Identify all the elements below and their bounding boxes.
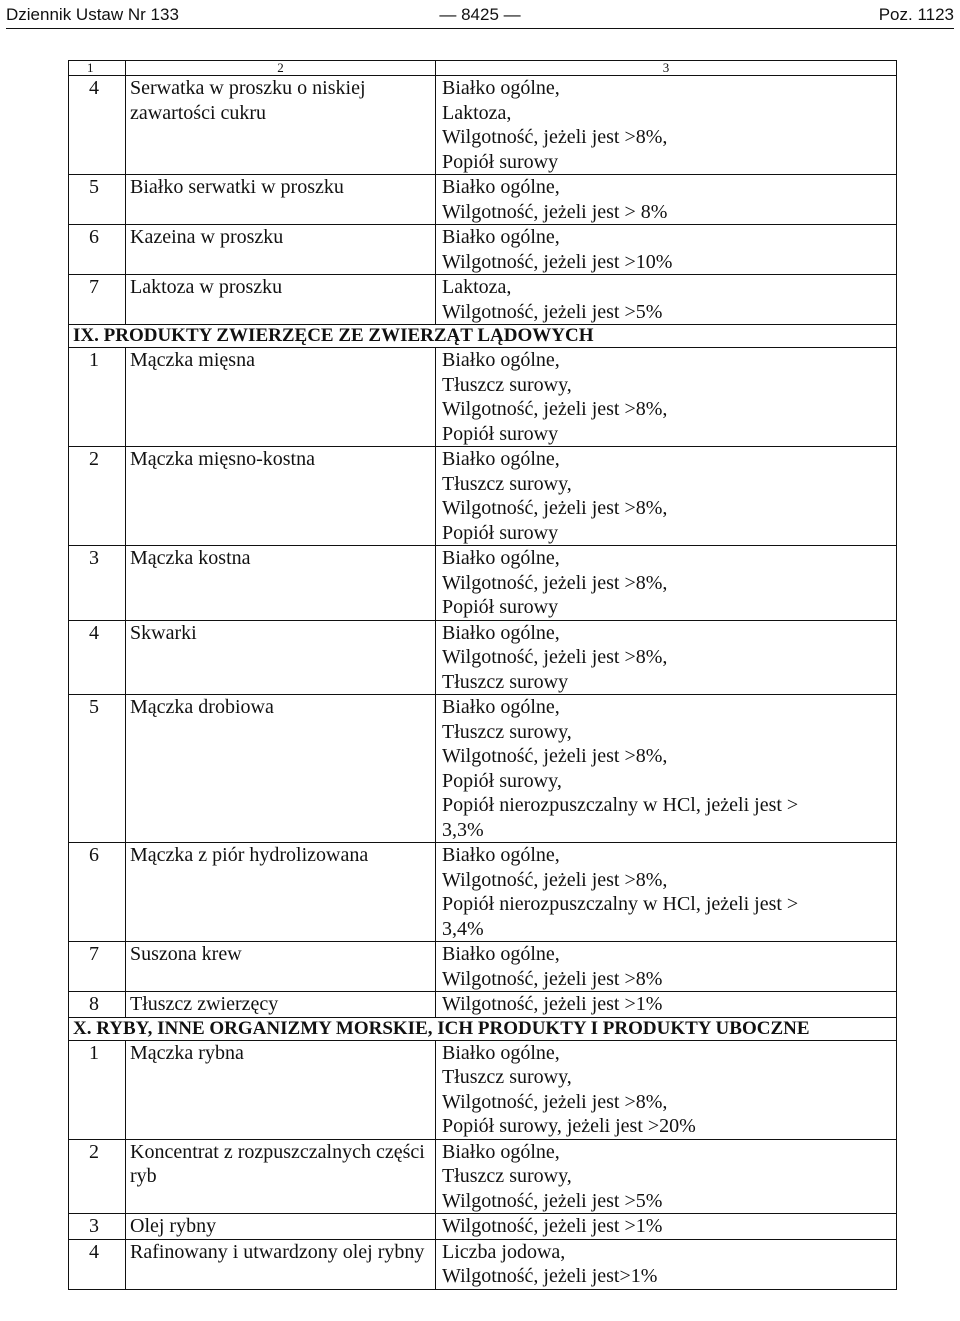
component-line: Białko ogólne, [442,176,560,198]
component-line: Białko ogólne, [442,77,560,99]
component-line: Tłuszcz surowy, [442,720,572,743]
feed-material-name: Mączka mięsno-kostna [126,447,436,546]
table-row [69,447,897,546]
component-line: Wilgotność, jeżeli jest >8%, [442,398,668,420]
component-line: Białko ogólne, [442,621,560,644]
component-line: Popiół surowy [442,150,559,173]
component-line: Wilgotność, jeżeli jest >5% [442,1189,663,1212]
column-number-3: 3 [436,61,897,76]
row-number: 1 [69,348,126,447]
component-line: Białko ogólne, [442,1140,560,1163]
table-row [69,348,897,447]
component-line: Popiół surowy [442,422,559,445]
feed-material-name: Rafinowany i utwardzony olej rybny [126,1239,436,1289]
component-line: Tłuszcz surowy, [442,1165,572,1187]
column-number-2: 2 [126,61,436,76]
column-number-1: 1 [69,61,126,76]
page-number: — 8425 — [439,5,521,24]
table-row [69,225,897,275]
declared-components [436,1040,897,1139]
table-row [69,175,897,225]
feed-material-name: Mączka rybna [126,1040,436,1139]
component-line: Popiół surowy, [442,769,562,792]
column-number-row [69,61,897,76]
declared-components [436,348,897,447]
declared-components [436,447,897,546]
feed-material-name: Olej rybny [126,1214,436,1240]
component-line: Wilgotność, jeżeli jest >5% [442,300,663,323]
component-line: Wilgotność, jeżeli jest >8%, [442,868,668,891]
component-line: Popiół nierozpuszczalny w HCl, jeżeli jest > [442,794,799,816]
section-heading-row [69,1017,897,1040]
component-line: Białko ogólne, [442,1041,560,1064]
row-number: 6 [69,843,126,942]
declared-components [436,275,897,325]
row-number: 4 [69,620,126,695]
row-number: 2 [69,447,126,546]
component-line: Tłuszcz surowy [442,670,569,693]
declared-components [436,620,897,695]
feed-material-name: Skwarki [126,620,436,695]
feed-material-name: Suszona krew [126,942,436,992]
feed-material-name: Tłuszcz zwierzęcy [126,992,436,1018]
declared-components [436,76,897,175]
table-row [69,992,897,1018]
component-line: Wilgotność, jeżeli jest >8%, [442,646,668,668]
row-number: 7 [69,942,126,992]
row-number: 3 [69,546,126,621]
component-line: Wilgotność, jeżeli jest >8% [442,967,663,990]
row-number: 7 [69,275,126,325]
row-number: 5 [69,695,126,843]
declared-components [436,225,897,275]
table-row [69,1214,897,1240]
feed-material-name: Mączka mięsna [126,348,436,447]
section-heading: X. RYBY, INNE ORGANIZMY MORSKIE, ICH PRODUKTY I PRODUKTY UBOCZNE [69,1017,897,1040]
component-line: Białko ogólne, [442,448,560,470]
component-line: Wilgotność, jeżeli jest >10% [442,250,673,273]
component-line: Białko ogólne, [442,943,560,965]
row-number: 6 [69,225,126,275]
declared-components [436,992,897,1018]
feed-materials-table [68,60,897,1290]
feed-material-name: Mączka drobiowa [126,695,436,843]
component-line: Popiół surowy [442,521,559,544]
row-number: 3 [69,1214,126,1240]
row-number: 2 [69,1139,126,1214]
table-row [69,620,897,695]
declared-components [436,695,897,843]
table-row [69,843,897,942]
component-line: Tłuszcz surowy, [442,1066,572,1088]
component-line: Wilgotność, jeżeli jest >8%, [442,126,668,148]
component-line: Wilgotność, jeżeli jest>1% [442,1265,658,1287]
component-line: Wilgotność, jeżeli jest >8%, [442,1090,668,1113]
feed-material-name: Mączka kostna [126,546,436,621]
component-line: Laktoza, [442,276,512,298]
component-line: Wilgotność, jeżeli jest >1% [442,993,663,1015]
declared-components [436,1239,897,1289]
component-line: 3,3% [442,818,484,841]
journal-title: Dziennik Ustaw Nr 133 [6,5,179,24]
feed-material-name: Mączka z piór hydrolizowana [126,843,436,942]
table-row [69,546,897,621]
declared-components [436,1139,897,1214]
component-line: Popiół nierozpuszczalny w HCl, jeżeli jest > [442,893,799,915]
component-line: Wilgotność, jeżeli jest >8%, [442,497,668,519]
component-line: Tłuszcz surowy, [442,472,572,495]
table-row [69,695,897,843]
component-line: Wilgotność, jeżeli jest >8%, [442,571,668,594]
component-line: 3,4% [442,917,484,940]
table-row [69,942,897,992]
component-line: Tłuszcz surowy, [442,373,572,396]
feed-material-name: Koncentrat z rozpuszczalnych części ryb [126,1139,436,1214]
component-line: Popiół surowy, jeżeli jest >20% [442,1115,696,1137]
component-line: Wilgotność, jeżeli jest > 8% [442,200,668,223]
row-number: 8 [69,992,126,1018]
feed-material-name: Serwatka w proszku o niskiej zawartości cukru [126,76,436,175]
component-line: Wilgotność, jeżeli jest >1% [442,1215,663,1237]
table-row [69,1040,897,1139]
table-row [69,1139,897,1214]
component-line: Laktoza, [442,101,512,124]
component-line: Białko ogólne, [442,844,560,866]
page-header [6,2,954,29]
declared-components [436,175,897,225]
component-line: Białko ogólne, [442,226,560,248]
row-number: 5 [69,175,126,225]
component-line: Liczba jodowa, [442,1240,566,1263]
component-line: Popiół surowy [442,596,559,618]
declared-components [436,546,897,621]
row-number: 4 [69,76,126,175]
declared-components [436,942,897,992]
declared-components [436,1214,897,1240]
table-row [69,76,897,175]
position-number: Poz. 1123 [878,5,954,24]
row-number: 1 [69,1040,126,1139]
declared-components [436,843,897,942]
component-line: Białko ogólne, [442,349,560,371]
feed-material-name: Laktoza w proszku [126,275,436,325]
table-row [69,1239,897,1289]
component-line: Wilgotność, jeżeli jest >8%, [442,745,668,767]
table-row [69,275,897,325]
component-line: Białko ogólne, [442,547,560,569]
feed-material-name: Białko serwatki w proszku [126,175,436,225]
section-heading: IX. PRODUKTY ZWIERZĘCE ZE ZWIERZĄT LĄDOWYCH [69,325,897,348]
component-line: Białko ogólne, [442,696,560,718]
row-number: 4 [69,1239,126,1289]
section-heading-row [69,325,897,348]
feed-material-name: Kazeina w proszku [126,225,436,275]
